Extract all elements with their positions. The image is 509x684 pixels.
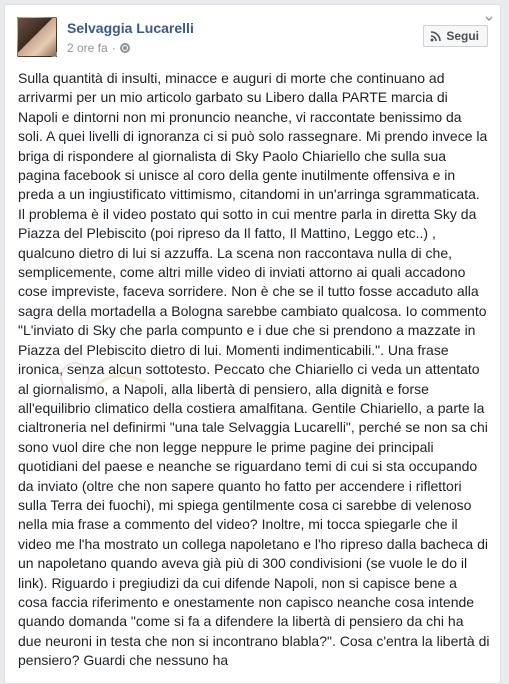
post-body-text: Sulla quantità di insulti, minacce e auguri di morte che continuano ad arrivarmi per un mio articolo garbato su Libero dalla PARTE marcia di Napoli e dintorni non mi pronuncio neanche, vi raccontate benissimo da soli. A quei livelli di ignoranza ci si può solo rassegnare. Mi prendo invece la briga di rispondere al giornalista di Sky Paolo Chiariello che sulla sua pagina facebook si unisce al coro della gente inutilmente offensiva e in preda a un ingiustificato vittimismo, citandomi in un'arringa sgrammaticata. Il problema è il video postato qui sotto in cui mentre parla in diretta Sky da Piazza del Plebiscito (poi ripreso da Il fatto, Il Mattino, Leggo etc..) , qualcuno dietro di lui si azzuffa. La scena non raccontava nulla di che, semplicemente, come altri mille video di inviati attorno ai quali accadono cose impreviste, faceva sorridere. Non è che se il tutto fosse accaduto alla sagra della mortadella a Bologna sarebbe cambiato qualcosa. Io commento "L'inviato di Sky che parla compunto e i due che si prendono a mazzate in Piazza del Plebiscito dietro di lui. Momenti indimenticabili.". Una frase ironica, senza alcun sottotesto. Peccato che Chiariello ci veda un attentato al giornalismo, a Napoli, alla libertà di pensiero, alla dignità e forse all'equilibrio climatico della costiera amalfitana. Gentile Chiariello, a parte la cialtroneria nel definirmi "una tale Selvaggia Lucarelli", perché se non sa chi sono vuol dire che non legge neppure le prime pagine dei principali quotidiani del paese e neanche se riguardano temi di cui si sta occupando da inviato (oltre che non sapere quanto ho fatto per accendere i riflettori sulla Terra dei fuochi), mi spiega gentilmente cosa ci sarebbe di velenoso nella mia frase a commento del video? Inoltre, mi tocca spiegarle che il video me l'ha mostrato un collega napoletano e l'ho ripreso dalla bacheca di un napoletano quando aveva già più di 300 condivisioni (se vuole le do il link). Riguardo i pregiudizi da cui difende Napoli, non si capisce bene a cosa faccia riferimento e onestamente non capisco neanche cosa intende quando domanda "come si fa a difendere la libertà di pensiero da chi ha due neuroni in testa che non si incontrano blabla?". Cosa c'entra la libertà di pensiero? Guardi che nessuno ha [18, 70, 490, 669]
follow-button[interactable] [423, 25, 488, 47]
post-card [4, 4, 501, 684]
avatar[interactable] [17, 17, 57, 57]
follow-label: Segui [446, 29, 479, 43]
rss-icon [430, 31, 441, 42]
globe-icon[interactable] [120, 43, 130, 53]
meta-separator: · [111, 41, 116, 55]
timestamp[interactable]: 2 ore fa [67, 41, 108, 55]
post-header [17, 17, 488, 61]
post-meta [67, 41, 130, 55]
author-name[interactable]: Selvaggia Lucarelli [67, 20, 194, 36]
